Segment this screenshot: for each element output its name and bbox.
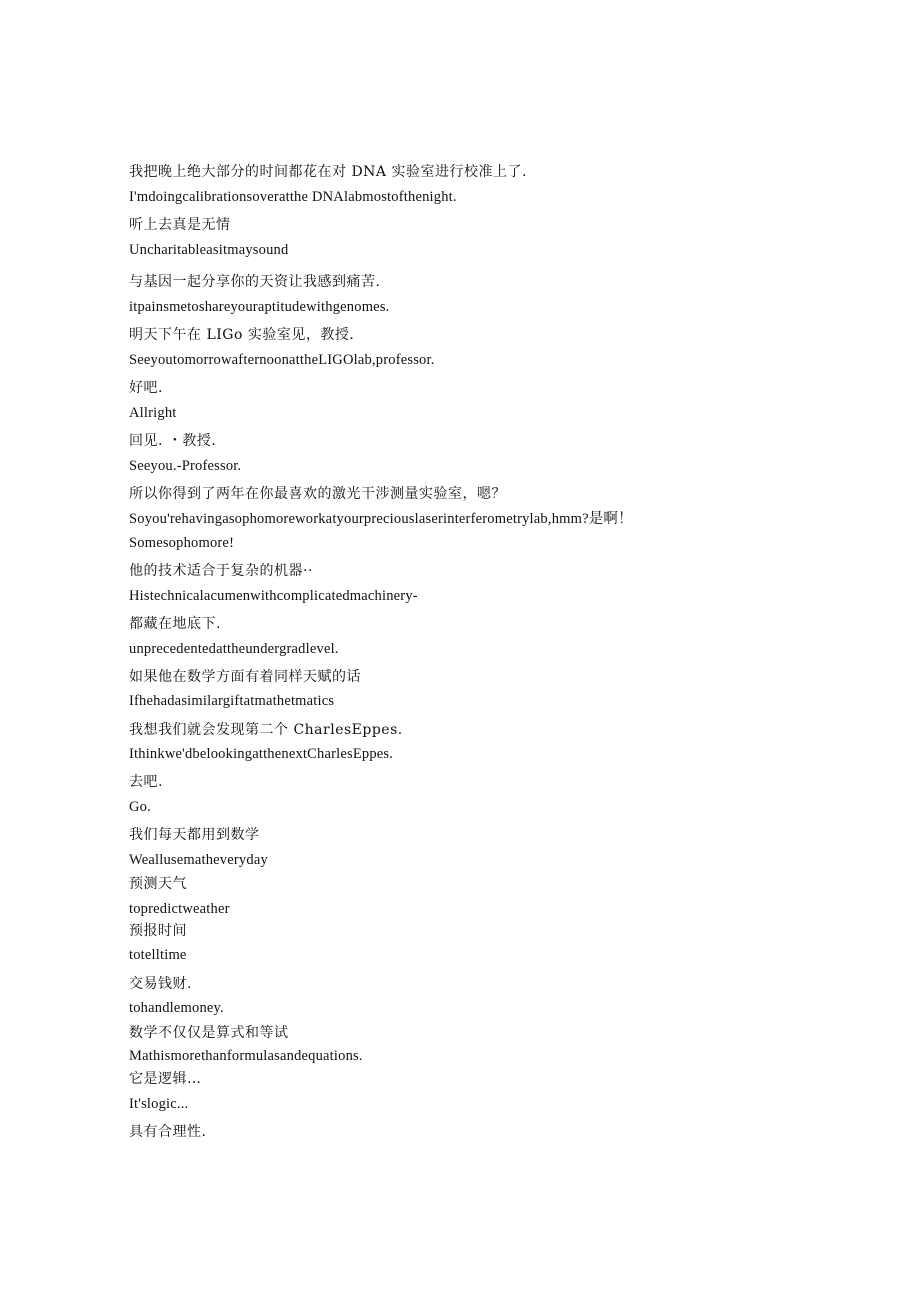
subtitle-line-zh: 听上去真是无情: [129, 217, 231, 233]
subtitle-line-en: Allright: [129, 405, 177, 421]
subtitle-line-zh: 都藏在地底下.: [129, 616, 221, 632]
subtitle-line-en: Weallusematheveryday: [129, 852, 268, 868]
subtitle-line-zh: 预报时间: [129, 923, 187, 939]
subtitle-line-zh: 它是逻辑…: [129, 1071, 202, 1087]
subtitle-line-en: I'mdoingcalibrationsoveratthe DNAlabmostofthenight.: [129, 189, 457, 205]
subtitle-line-en: Uncharitableasitmaysound: [129, 242, 289, 258]
subtitle-line-zh: 所以你得到了两年在你最喜欢的激光干涉测量实验室，嗯？: [129, 486, 506, 502]
subtitle-line-zh: 数学不仅仅是算式和等试: [129, 1025, 289, 1041]
subtitle-line-zh: 好吧.: [129, 380, 163, 396]
subtitle-line-zh: 我们每天都用到数学: [129, 827, 260, 843]
subtitle-line-zh: 回见. ・教授.: [129, 433, 217, 449]
subtitle-line-en: totelltime: [129, 947, 187, 963]
subtitle-line-en: Mathismorethanformulasandequations.: [129, 1048, 363, 1064]
subtitle-line-en: Histechnicalacumenwithcomplicatedmachinery-: [129, 588, 418, 604]
subtitle-line-en: It'slogic...: [129, 1096, 189, 1112]
subtitle-line-en: Soyou'rehavingasophomoreworkatyourpreciouslaserinterferometrylab,hmm?是啊！: [129, 511, 633, 527]
subtitle-line-zh: 交易钱财.: [129, 976, 192, 992]
subtitle-line-en: Go.: [129, 799, 151, 815]
subtitle-line-zh: 他的技术适合于复杂的机器··: [129, 563, 313, 579]
subtitle-line-en: Ithinkwe'dbelookingatthenextCharlesEppes.: [129, 746, 394, 762]
subtitle-line-en: unprecedentedattheundergradlevel.: [129, 641, 339, 657]
subtitle-line-zh: 与基因一起分享你的天资让我感到痛苦.: [129, 274, 381, 290]
subtitle-line-zh: 预测天气: [129, 876, 187, 892]
subtitle-line-zh: 我想我们就会发现第二个 CharlesEppes.: [129, 722, 403, 738]
subtitle-line-en: Somesophomore!: [129, 535, 235, 551]
subtitle-line-en: SeeyoutomorrowafternoonattheLIGOlab,professor.: [129, 352, 435, 368]
subtitle-line-en: Seeyou.-Professor.: [129, 458, 242, 474]
subtitle-line-zh: 去吧.: [129, 774, 163, 790]
subtitle-line-zh: 我把晚上绝大部分的时间都花在对 DNA 实验室进行校准上了.: [129, 164, 527, 180]
subtitle-line-zh: 明天下午在 LIGo 实验室见，教授.: [129, 327, 355, 343]
subtitle-line-en: topredictweather: [129, 901, 230, 917]
subtitle-line-zh: 如果他在数学方面有着同样天赋的话: [129, 669, 361, 685]
subtitle-line-en: Ifhehadasimilargiftatmathetmatics: [129, 693, 335, 709]
subtitle-line-en: tohandlemoney.: [129, 1000, 224, 1016]
subtitle-line-zh: 具有合理性.: [129, 1124, 207, 1140]
subtitle-line-en: itpainsmetoshareyouraptitudewithgenomes.: [129, 299, 390, 315]
